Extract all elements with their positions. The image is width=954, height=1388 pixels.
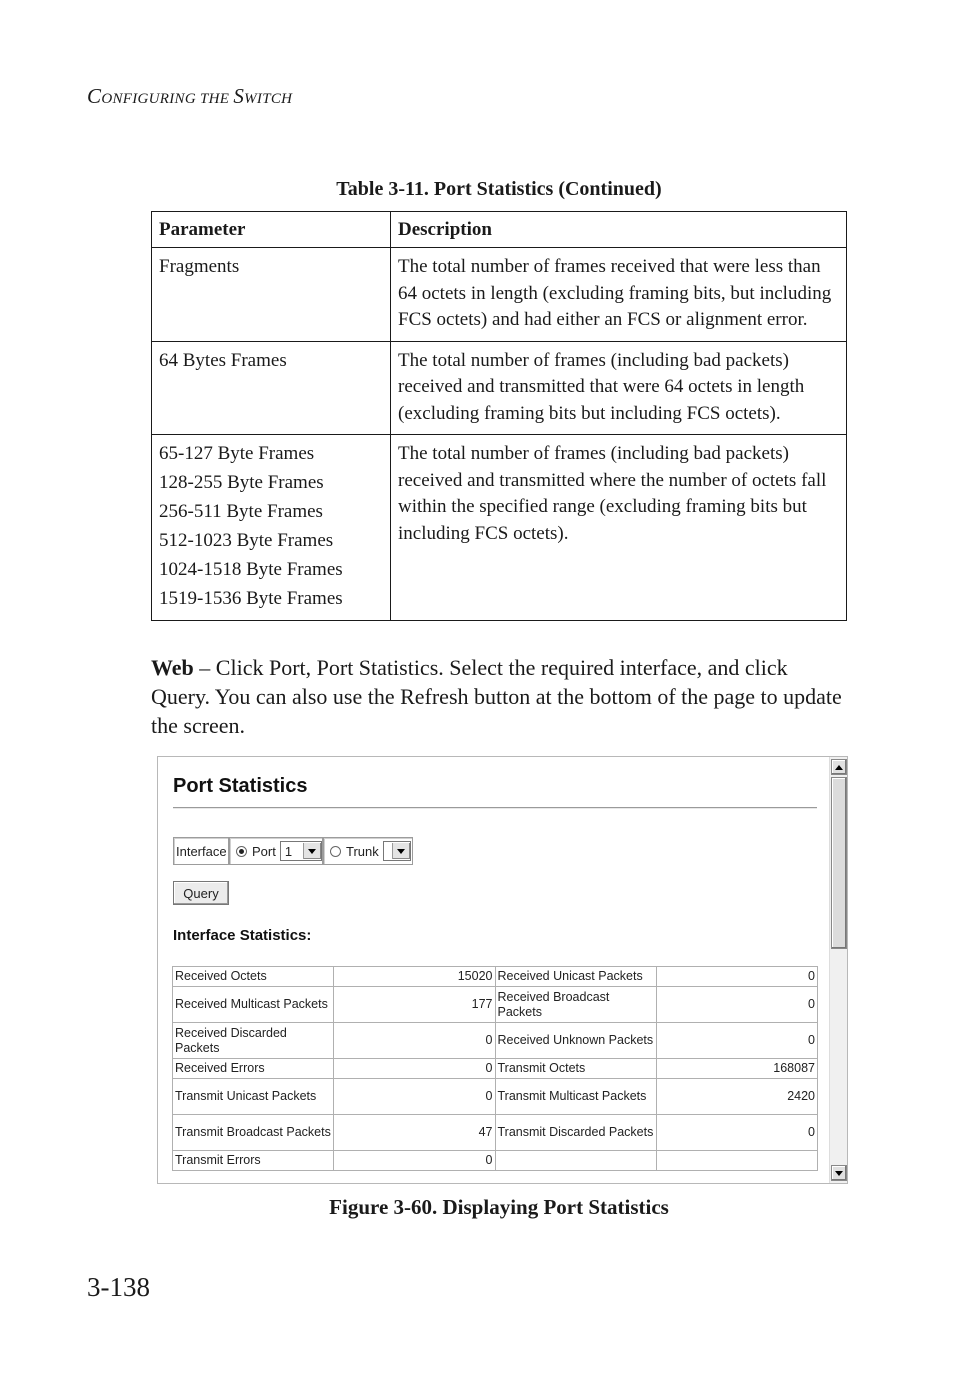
body-paragraph — [151, 653, 851, 740]
row-description: The total number of frames (including bad packets) received and transmitted where the number of octets fall within the specified range (excluding framing bits but including FCS octets). — [391, 435, 847, 621]
row-parameter: 65-127 Byte Frames — [159, 443, 315, 464]
port-dropdown[interactable] — [280, 841, 322, 861]
row-parameter: 1519-1536 Byte Frames — [159, 588, 343, 609]
stat-value: 0 — [656, 987, 817, 1023]
port-label: Port — [252, 843, 276, 859]
stat-value: 47 — [334, 1115, 495, 1151]
table-row — [173, 1079, 818, 1115]
stat-label: Received Errors — [173, 1059, 334, 1079]
stat-label: Transmit Octets — [495, 1059, 656, 1079]
running-head-initial-2: S — [233, 84, 245, 108]
table-row — [173, 1151, 818, 1171]
stat-value: 0 — [656, 967, 817, 987]
chevron-down-icon — [392, 843, 410, 859]
port-radio[interactable] — [236, 846, 247, 857]
interface-label-cell — [173, 837, 229, 865]
table-header-row — [152, 212, 847, 248]
page-number: 3-138 — [87, 1272, 150, 1302]
stat-label: Received Broadcast Packets — [495, 987, 656, 1023]
table-row — [152, 341, 847, 435]
stat-label: Transmit Discarded Packets — [495, 1115, 656, 1151]
scroll-up-arrow-icon[interactable] — [831, 759, 847, 775]
port-dropdown-value: 1 — [284, 843, 293, 859]
title-divider — [173, 807, 817, 809]
interface-statistics-heading: Interface Statistics: — [173, 927, 312, 944]
row-parameter: 512-1023 Byte Frames — [159, 530, 334, 551]
screen-title: Port Statistics — [173, 775, 308, 797]
query-button[interactable]: Query — [173, 881, 229, 905]
stat-label: Transmit Broadcast Packets — [173, 1115, 334, 1151]
stat-value — [656, 1151, 817, 1171]
stat-label: Transmit Errors — [173, 1151, 334, 1171]
row-parameter: 128-255 Byte Frames — [159, 472, 324, 493]
table-caption: Table 3-11. Port Statistics (Continued) — [336, 178, 662, 200]
table-row — [173, 987, 818, 1023]
body-text: – Click Port, Port Statistics. Select the required interface, and click Query. You can also use the Refresh button at the bottom of the page to update the screen. — [151, 655, 842, 738]
row-description: The total number of frames received that were less than 64 octets in length (excluding framing bits, but including FCS octets) and had either an FCS or alignment error. — [391, 248, 847, 342]
port-selector-cell — [229, 837, 323, 865]
stat-label: Transmit Unicast Packets — [173, 1079, 334, 1115]
port-statistics-screenshot — [157, 756, 848, 1184]
stat-label — [495, 1151, 656, 1171]
scrollbar-thumb[interactable] — [831, 777, 847, 949]
row-parameter: Fragments — [152, 248, 391, 342]
stat-value: 168087 — [656, 1059, 817, 1079]
stat-label: Received Multicast Packets — [173, 987, 334, 1023]
row-parameter: 1024-1518 Byte Frames — [159, 559, 343, 580]
row-parameter: 256-511 Byte Frames — [159, 501, 323, 522]
stat-value: 15020 — [334, 967, 495, 987]
stat-label: Transmit Multicast Packets — [495, 1079, 656, 1115]
port-statistics-table — [151, 211, 847, 621]
stat-label: Received Unicast Packets — [495, 967, 656, 987]
row-description: The total number of frames (including bad packets) received and transmitted that were 64 octets in length (excluding framing bits but including FCS octets). — [391, 341, 847, 435]
stat-label: Received Octets — [173, 967, 334, 987]
web-lead: Web — [151, 655, 194, 680]
running-head — [87, 84, 292, 109]
stat-value: 0 — [334, 1151, 495, 1171]
figure-caption: Figure 3-60. Displaying Port Statistics — [329, 1195, 669, 1219]
stat-value: 0 — [656, 1115, 817, 1151]
table-row — [173, 967, 818, 987]
stat-value: 177 — [334, 987, 495, 1023]
header-parameter: Parameter — [152, 212, 391, 248]
table-row — [173, 1115, 818, 1151]
trunk-label: Trunk — [346, 843, 379, 859]
stat-value: 0 — [334, 1059, 495, 1079]
table-row — [173, 1023, 818, 1059]
stat-value: 0 — [334, 1079, 495, 1115]
interface-statistics-table — [172, 966, 818, 1171]
running-head-part-1: ONFIGURING THE — [101, 91, 234, 107]
table-row — [152, 248, 847, 342]
row-parameter-list — [152, 435, 391, 621]
stat-value: 0 — [656, 1023, 817, 1059]
interface-label: Interface — [176, 843, 227, 859]
trunk-radio[interactable] — [330, 846, 341, 857]
running-head-part-2: WITCH — [244, 91, 293, 107]
stat-value: 0 — [334, 1023, 495, 1059]
stat-label: Received Discarded Packets — [173, 1023, 334, 1059]
vertical-scrollbar[interactable] — [829, 757, 847, 1183]
trunk-selector-cell — [323, 837, 413, 865]
header-description: Description — [391, 212, 847, 248]
running-head-initial-1: C — [87, 84, 102, 108]
stat-value: 2420 — [656, 1079, 817, 1115]
row-parameter: 64 Bytes Frames — [152, 341, 391, 435]
trunk-dropdown[interactable] — [383, 841, 411, 861]
stat-label: Received Unknown Packets — [495, 1023, 656, 1059]
table-row — [173, 1059, 818, 1079]
chevron-down-icon — [303, 843, 321, 859]
table-row — [152, 435, 847, 621]
scroll-down-arrow-icon[interactable] — [831, 1165, 847, 1181]
